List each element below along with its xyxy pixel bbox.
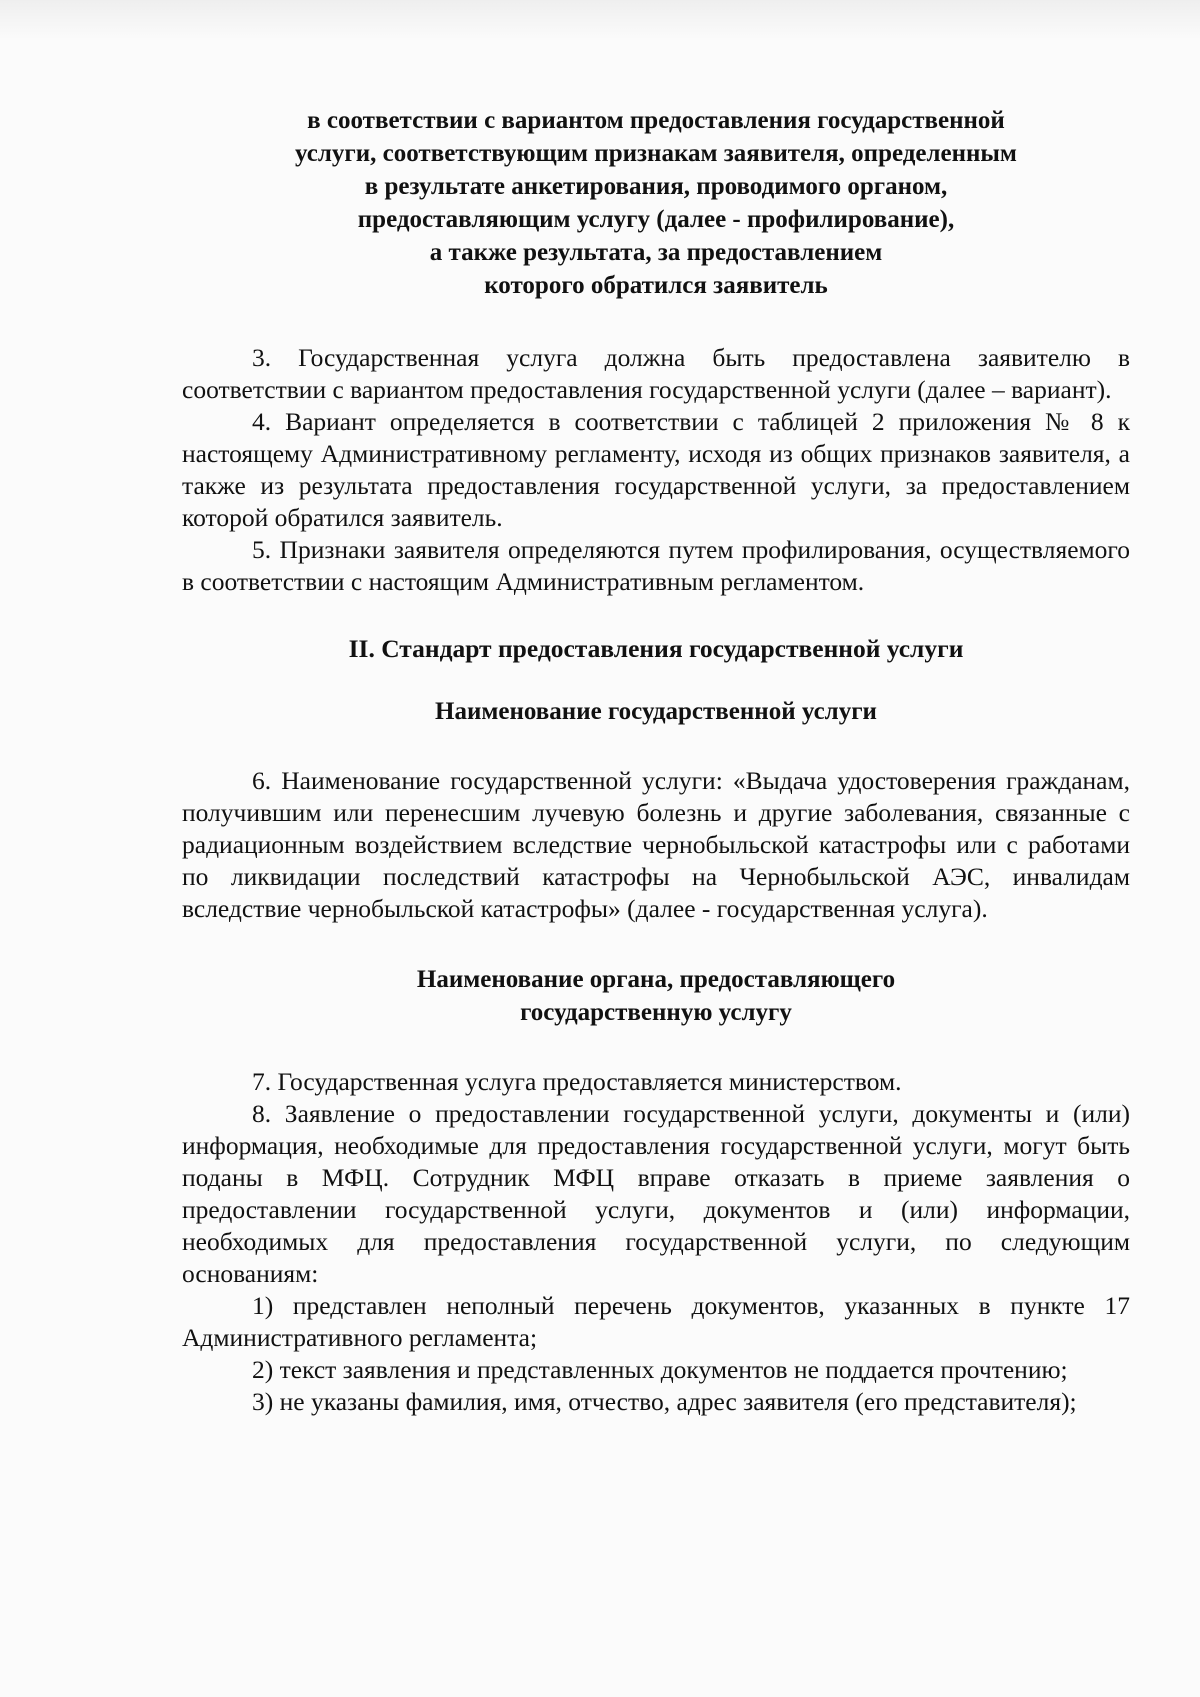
paragraph-4: 4. Вариант определяется в соответствии с таблицей 2 приложения № 8 к настоящему Административному регламенту, исходя из общих признаков заявителя, а также из результата предоставления государственной услуги, за предоставлением которой обратился заявитель.	[182, 407, 1130, 532]
subtitle-organ-name	[182, 963, 1130, 1029]
heading-line: услуги, соответствующим признакам заявителя, определенным	[295, 140, 1017, 167]
paragraph-8: 8. Заявление о предоставлении государственной услуги, документы и (или) информация, необходимые для предоставления государственной услуги, могут быть поданы в МФЦ. Сотрудник МФЦ вправе отказать в приеме заявления о предоставлении государственной услуги, документов и (или) информации, необходимых для предоставления государственной услуги, по следующим основаниям:	[182, 1099, 1130, 1288]
paragraph-6: 6. Наименование государственной услуги: «Выдача удостоверения гражданам, получившим или перенесшим лучевую болезнь и другие заболевания, связанные с радиационным воздействием вследствие чернобыльской катастрофы или с работами по ликвидации последствий катастрофы на Чернобыльской АЭС, инвалидам вследствие чернобыльской катастрофы» (далее - государственная услуга).	[182, 766, 1130, 923]
section-heading	[182, 104, 1130, 302]
subtitle-service-name: Наименование государственной услуги	[435, 698, 877, 725]
list-item-1: 1) представлен неполный перечень документов, указанных в пункте 17 Административного регламента;	[182, 1291, 1130, 1352]
list-item-3: 3) не указаны фамилия, имя, отчество, адрес заявителя (его представителя);	[252, 1387, 1077, 1416]
heading-line: а также результата, за предоставлением	[429, 239, 883, 266]
heading-line: в результате анкетирования, проводимого органом,	[364, 173, 948, 200]
heading-line: которого обратился заявитель	[484, 272, 828, 299]
paragraph-3: 3. Государственная услуга должна быть предоставлена заявителю в соответствии с вариантом предоставления государственной услуги (далее – вариант).	[182, 343, 1130, 404]
subtitle-line: государственную услугу	[520, 999, 792, 1026]
heading-line: предоставляющим услугу (далее - профилирование),	[357, 206, 955, 233]
paragraph-5: 5. Признаки заявителя определяются путем профилирования, осуществляемого в соответствии с настоящим Административным регламентом.	[182, 535, 1130, 596]
scan-noise	[0, 0, 1200, 40]
list-item-2: 2) текст заявления и представленных документов не поддается прочтению;	[252, 1355, 1068, 1384]
heading-line: в соответствии с вариантом предоставления государственной	[307, 107, 1005, 134]
paragraph-7: 7. Государственная услуга предоставляется министерством.	[252, 1067, 902, 1096]
section-title-standard: II. Стандарт предоставления государственной услуги	[348, 634, 964, 663]
subtitle-line: Наименование органа, предоставляющего	[416, 966, 896, 993]
document-content	[182, 104, 1130, 1418]
